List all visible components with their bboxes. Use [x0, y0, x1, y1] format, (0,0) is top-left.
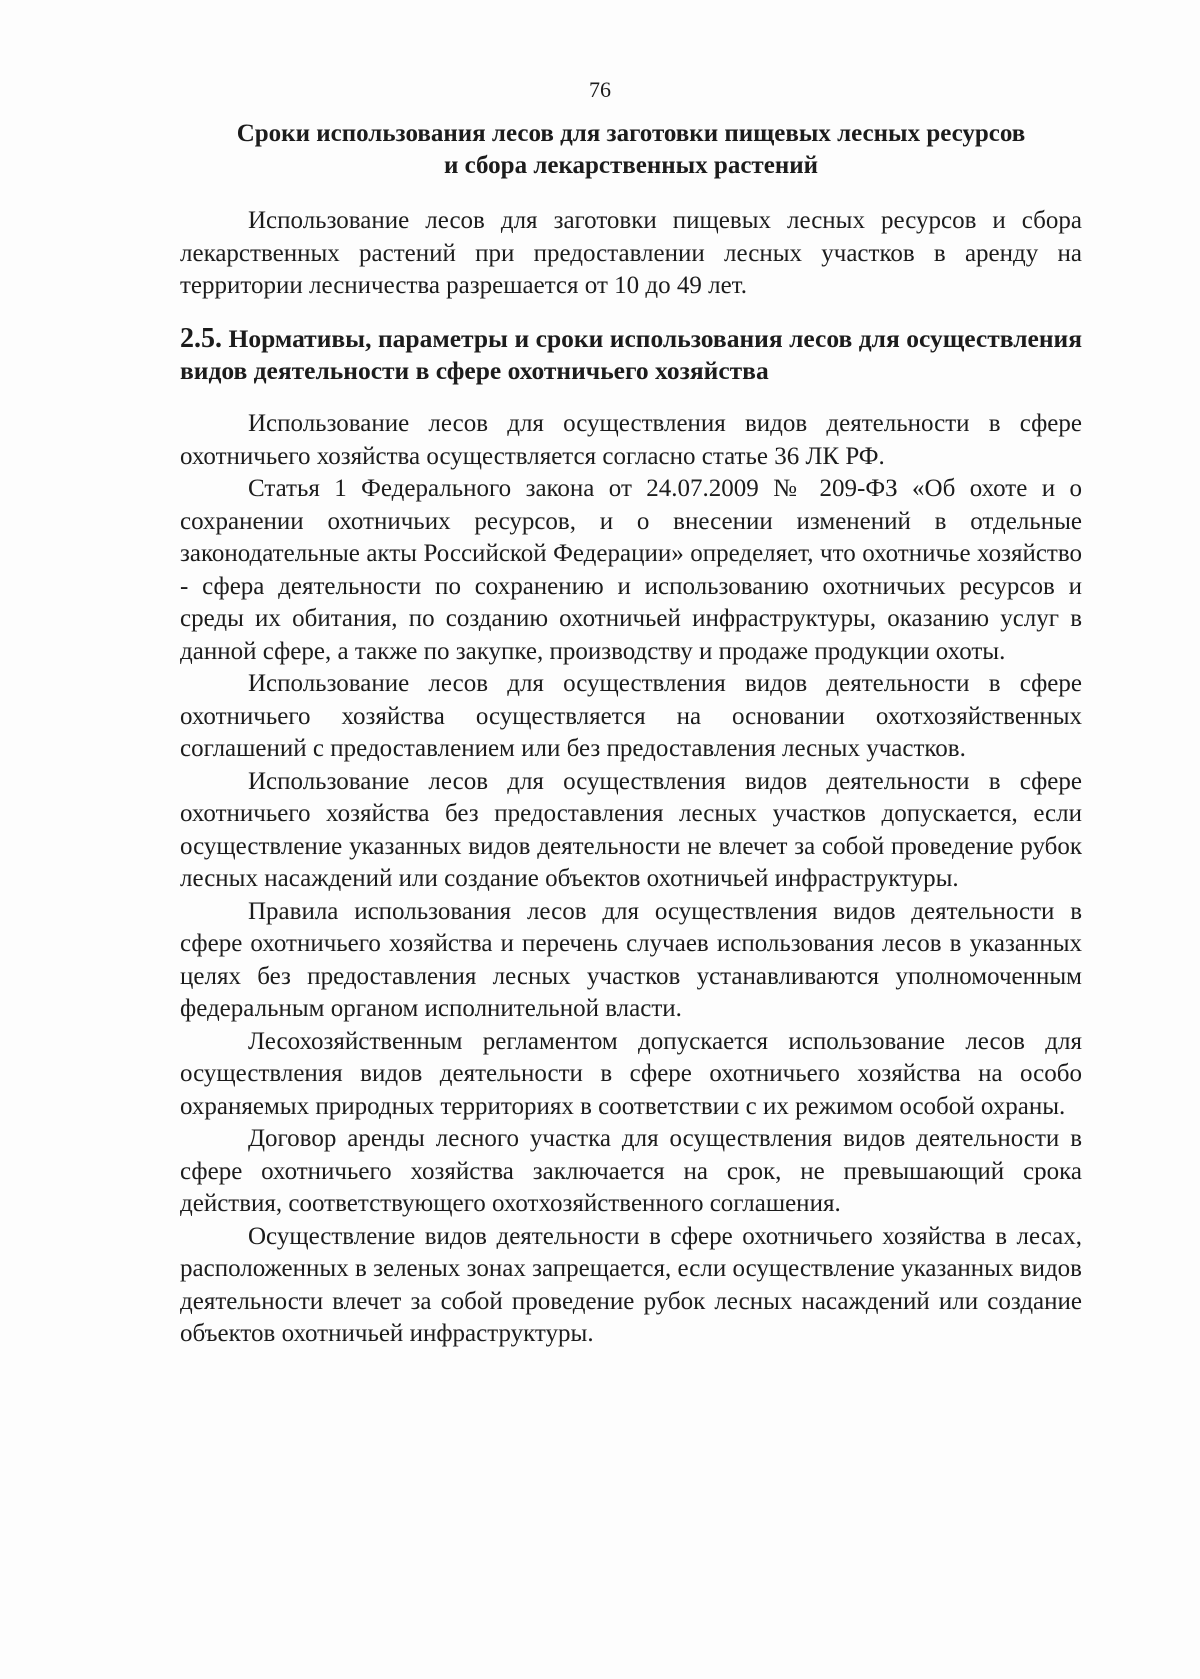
section-title-line-2: и сбора лекарственных растений: [443, 152, 819, 179]
heading-2-5: [180, 323, 1082, 387]
heading-number: 2.5.: [180, 323, 222, 354]
paragraph-4: Использование лесов для осуществления видов деятельности в сфере охотничьего хозяйства без предоставления лесных участков допускается, если осуществление указанных видов деятельности не влечет за собой проведение рубок лесных насаждений или создание объектов охотничьей инфраструктуры.: [180, 767, 1082, 892]
section-paragraph: Использование лесов для заготовки пищевых лесных ресурсов и сбора лекарственных растений при предоставлении лесных участков в аренду на территории лесничества разрешается от 10 до 49 лет.: [180, 207, 1082, 299]
heading-title: Нормативы, параметры и сроки использования лесов для осуществления видов деятельности в сфере охотничьего хозяйства: [180, 324, 1083, 385]
paragraph-6: Лесохозяйственным регламентом допускается использование лесов для осуществления видов деятельности в сфере охотничьего хозяйства на особо охраняемых природных территориях в соответствии с их режимом особой охраны.: [180, 1027, 1082, 1120]
paragraph-7: Договор аренды лесного участка для осуществления видов деятельности в сфере охотничьего хозяйства заключается на срок, не превышающий срока действия, соответствующего охотхозяйственного соглашения.: [180, 1125, 1082, 1217]
section-title: [180, 118, 1082, 182]
paragraph-1: Использование лесов для осуществления видов деятельности в сфере охотничьего хозяйства осуществляется согласно статье 36 ЛК РФ.: [180, 410, 1082, 470]
section-text-block: [180, 205, 1082, 303]
paragraph-3: Использование лесов для осуществления видов деятельности в сфере охотничьего хозяйства осуществляется на основании охотхозяйственных соглашений с предоставлением или без предоставления лесных участков.: [180, 670, 1082, 762]
paragraph-8: Осуществление видов деятельности в сфере охотничьего хозяйства в лесах, расположенных в зеленых зонах запрещается, если осуществление указанных видов деятельности влечет за собой проведение рубок лесных насаждений или создание объектов охотничьей инфраструктуры.: [180, 1222, 1082, 1347]
body-text: [180, 408, 1082, 1351]
paragraph-2: Статья 1 Федерального закона от 24.07.2009 № 209-ФЗ «Об охоте и о сохранении охотничьих ресурсов, и о внесении изменений в отдельные законодательные акты Российской Федерации» определяет, что охотничье хозяйство - сфера деятельности по сохранению и использованию охотничьих ресурсов и среды их обитания, по созданию охотничьей инфраструктуры, оказанию услуг в данной сфере, а также по закупке, производству и продаже продукции охоты.: [180, 475, 1082, 665]
paragraph-5: Правила использования лесов для осуществления видов деятельности в сфере охотничьего хозяйства и перечень случаев использования лесов в указанных целях без предоставления лесных участков устанавливаются уполномоченным федеральным органом исполнительной власти.: [180, 897, 1082, 1022]
page-number: 76: [589, 77, 611, 102]
section-title-line-1: Сроки использования лесов для заготовки пищевых лесных ресурсов: [236, 120, 1026, 147]
